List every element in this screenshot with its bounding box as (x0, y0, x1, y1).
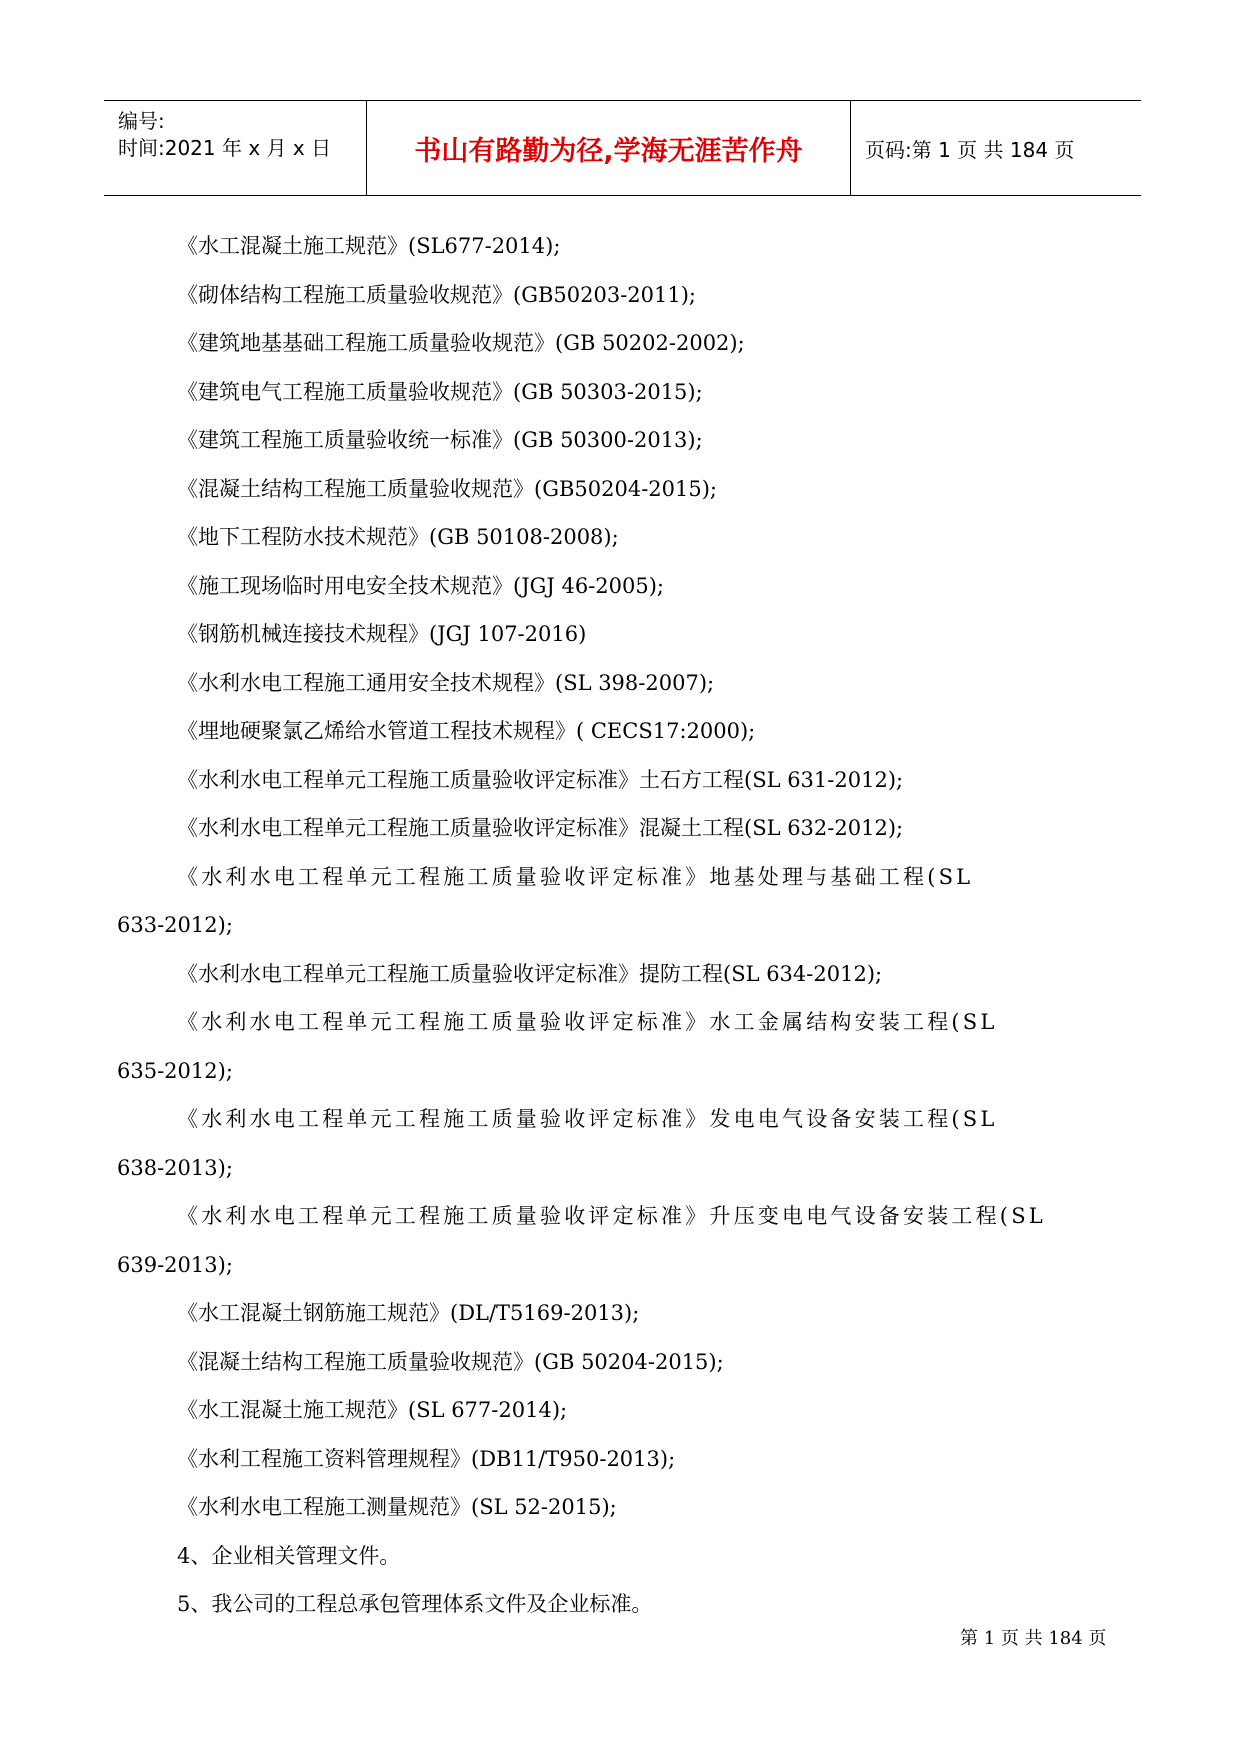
header-motto: 书山有路勤为径,学海无涯苦作舟 (367, 101, 851, 195)
list-item: 《混凝土结构工程施工质量验收规范》(GB50204-2015); (177, 476, 718, 501)
list-item: 《水利水电工程单元工程施工质量验收评定标准》提防工程(SL 634-2012); (177, 961, 883, 986)
list-item-head: 《水利水电工程单元工程施工质量验收评定标准》升压变电电气设备安装工程(SL (177, 1204, 1046, 1228)
list-item: 《水工混凝土施工规范》(SL677-2014); (177, 234, 561, 258)
list-item: 《施工现场临时用电安全技术规范》(JGJ 46-2005); (177, 573, 665, 598)
list-item: 《混凝土结构工程施工质量验收规范》(GB 50204-2015); (177, 1349, 724, 1374)
standards-list (117, 222, 1127, 1629)
list-item: 《水利水电工程单元工程施工质量验收评定标准》土石方工程(SL 631-2012); (177, 767, 904, 792)
page-footer: 第 1 页 共 184 页 (960, 1628, 1107, 1649)
list-item-tail: 639-2013); (117, 1252, 233, 1277)
list-item (117, 1192, 1127, 1289)
page-header (104, 100, 1141, 196)
list-item-head: 《水利水电工程单元工程施工质量验收评定标准》地基处理与基础工程(SL (177, 864, 974, 889)
list-item: 《钢筋机械连接技术规程》(JGJ 107-2016) (177, 622, 587, 646)
document-number-label: 编号: (118, 109, 165, 133)
list-item: 《水利水电工程施工测量规范》(SL 52-2015); (177, 1495, 617, 1519)
list-item: 《建筑工程施工质量验收统一标准》(GB 50300-2013); (177, 428, 703, 452)
header-meta (104, 101, 367, 195)
list-item: 《水工混凝土钢筋施工规范》(DL/T5169-2013); (177, 1301, 640, 1325)
list-item: 《建筑电气工程施工质量验收规范》(GB 50303-2015); (177, 379, 703, 404)
list-item: 《水工混凝土施工规范》(SL 677-2014); (177, 1398, 568, 1422)
list-item: 4、企业相关管理文件。 (177, 1543, 401, 1568)
list-item: 《砌体结构工程施工质量验收规范》(GB50203-2011); (177, 282, 697, 307)
list-item (117, 853, 1127, 950)
header-page-number: 页码:第 1 页 共 184 页 (865, 137, 1075, 162)
list-item (117, 998, 1127, 1095)
list-item: 《水利水电工程单元工程施工质量验收评定标准》混凝土工程(SL 632-2012); (177, 816, 904, 840)
list-item-tail: 635-2012); (117, 1058, 233, 1083)
document-time-label: 时间:2021 年 x 月 x 日 (118, 136, 332, 160)
list-item-tail: 633-2012); (117, 913, 233, 937)
list-item (117, 1095, 1127, 1192)
list-item: 《水利水电工程施工通用安全技术规程》(SL 398-2007); (177, 670, 715, 695)
list-item: 《水利工程施工资料管理规程》(DB11/T950-2013); (177, 1446, 676, 1471)
list-item: 《地下工程防水技术规范》(GB 50108-2008); (177, 525, 619, 549)
list-item: 5、我公司的工程总承包管理体系文件及企业标准。 (177, 1592, 653, 1616)
list-item: 《建筑地基基础工程施工质量验收规范》(GB 50202-2002); (177, 331, 745, 355)
list-item-tail: 638-2013); (117, 1155, 233, 1180)
list-item: 《埋地硬聚氯乙烯给水管道工程技术规程》( CECS17:2000); (177, 719, 756, 743)
list-item-head: 《水利水电工程单元工程施工质量验收评定标准》水工金属结构安装工程(SL (177, 1010, 998, 1034)
list-item-head: 《水利水电工程单元工程施工质量验收评定标准》发电电气设备安装工程(SL (177, 1107, 998, 1131)
